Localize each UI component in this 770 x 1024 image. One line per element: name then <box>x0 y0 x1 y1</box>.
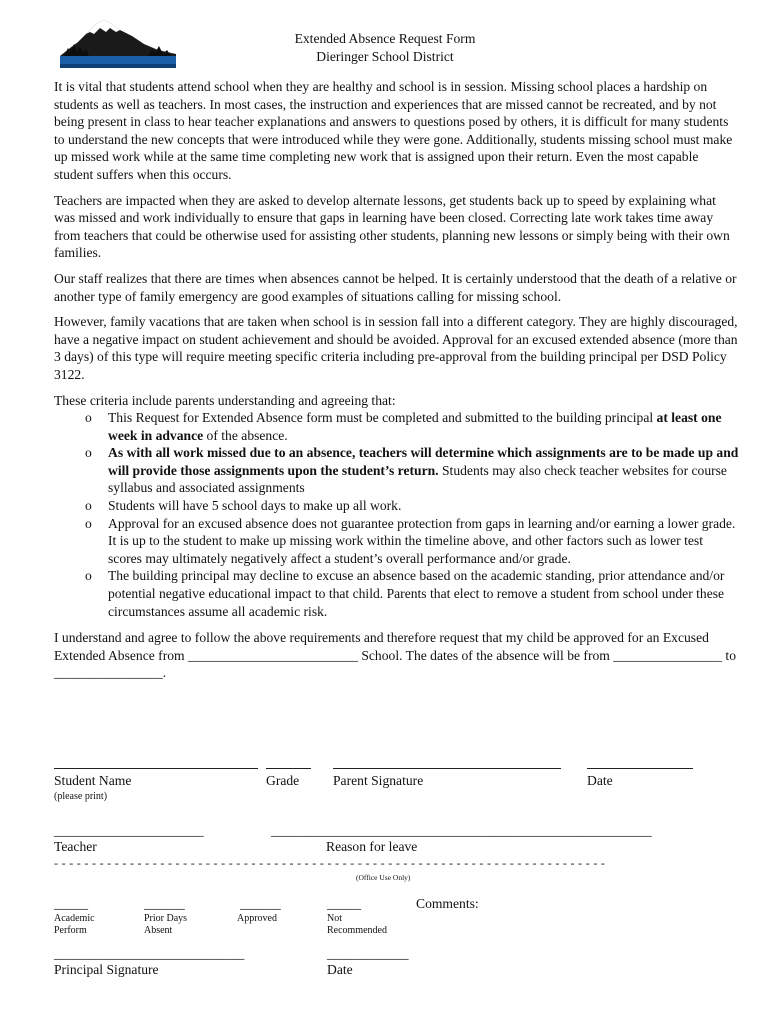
paragraph-emergencies: Our staff realizes that there are times when absences cannot be helped. It is certainly understood that the death of a relative or another type of family emergency are good examples of situations calling for missing school. <box>54 270 737 304</box>
student-name-field[interactable] <box>54 768 258 769</box>
not-recommended-field[interactable]: _____ <box>327 896 361 911</box>
perform-label: Perform <box>54 925 87 936</box>
absent-label: Absent <box>144 925 173 936</box>
date-field[interactable] <box>587 768 693 769</box>
not-label: Not <box>327 913 342 924</box>
office-use-only-label: (Office Use Only) <box>356 873 411 882</box>
approved-label: Approved <box>237 913 277 924</box>
school-name-field[interactable]: _________________________ <box>188 647 358 663</box>
paragraph-attendance: It is vital that students attend school when they are healthy and school is in session. Missing school places a hardship on students as well as teachers. In most cases, the instruction and experiences that are missed cannot be recreated, and by not being present in class to hear teacher explanations and answers to questions posed by others, it is difficult for many students to understand the new concepts that were introduced while they were gone. Additionally, students missing school must make up missed work while at the same time completing new work that is assigned upon their return. Even the most capable student suffers when this occurs. <box>54 79 733 182</box>
criteria-lead: These criteria include parents understanding and agreeing that: <box>54 392 396 408</box>
parent-signature-field[interactable] <box>333 768 561 769</box>
principal-signature-field[interactable]: ____________________________ <box>54 946 245 961</box>
grade-label: Grade <box>266 773 300 788</box>
approved-field[interactable]: ______ <box>240 896 281 911</box>
comments-label: Comments: <box>416 896 479 911</box>
academic-perform-field[interactable]: _____ <box>54 896 88 911</box>
student-name-label: Student Name <box>54 773 132 788</box>
principal-date-field[interactable]: ____________ <box>327 946 409 961</box>
teacher-field[interactable]: ______________________ <box>54 823 204 838</box>
district-name: Dieringer School District <box>316 49 454 64</box>
form-title: Extended Absence Request Form <box>294 31 476 46</box>
bullet-icon: o <box>85 498 92 514</box>
form-header <box>200 30 570 66</box>
paragraph-teachers: Teachers are impacted when they are asked to develop alternate lessons, get students back up to speed by explaining what was missed and work individually to ensure that gaps in learning have been closed. Correcting late work takes time away from teachers that could be otherwise used for assisting other students, planning new lessons or simply being with their own families. <box>54 192 730 261</box>
list-item: o The building principal may decline to excuse an absence based on the academic standing, prior attendance and/or potential negative educational impact to that child. Parents that elect to remove a student from school under these circumstances assume all academic risk. <box>85 568 725 619</box>
bullet-icon: o <box>85 445 92 461</box>
absence-end-date-field[interactable]: ________________ <box>54 665 163 681</box>
criteria-list <box>54 409 740 620</box>
office-divider: - - - - - - - - - - - - - - - - - - - - - - - - - - - - - - - - - - - - - - - - - - - - - - - - - - - - - - - - - - - - - - - - - - - - - - - - - <box>54 856 606 870</box>
grade-field[interactable] <box>266 768 311 769</box>
teacher-label: Teacher <box>54 839 97 854</box>
reason-label: Reason for leave <box>326 839 418 854</box>
bullet-icon: o <box>85 410 92 426</box>
list-item: o Students will have 5 school days to make up all work. <box>85 498 402 514</box>
academic-label: Academic <box>54 913 95 924</box>
bullet-icon: o <box>85 568 92 584</box>
prior-days-absent-field[interactable]: ______ <box>144 896 185 911</box>
mountain-logo-icon <box>60 18 176 68</box>
recommended-label: Recommended <box>327 925 387 936</box>
list-item: o As with all work missed due to an absence, teachers will determine which assignments are to be made up and will provide those assignments upon the student’s return. Students may also check teacher websites for course syllabus and associated assignments <box>85 445 739 496</box>
paragraph-vacations: However, family vacations that are taken when school is in session fall into a different category. They are highly discouraged, have a negative impact on student achievement and should be avoided. Approval for an excused extended absence (more than 3 days) of this type will require meeting specific criteria including pre-approval from the building principal per DSD Policy 3122. <box>54 314 738 382</box>
please-print-note: (please print) <box>54 791 108 802</box>
list-item: o This Request for Extended Absence form must be completed and submitted to the building principal at least one week in advance of the absence. <box>85 410 722 443</box>
prior-days-label: Prior Days <box>144 913 188 924</box>
principal-signature-label: Principal Signature <box>54 962 159 977</box>
bullet-icon: o <box>85 515 92 531</box>
absence-start-date-field[interactable]: ________________ <box>613 647 723 663</box>
agreement-statement: I understand and agree to follow the above requirements and therefore request that my child be approved for an Excused Extended Absence from _________________________ School. The dates of the absence will be from ________________ to ________________. <box>54 630 736 681</box>
reason-field[interactable]: ________________________________________________________ <box>271 823 652 838</box>
parent-signature-label: Parent Signature <box>333 773 424 788</box>
date-label: Date <box>587 773 613 788</box>
principal-date-label: Date <box>327 962 353 977</box>
district-logo <box>60 18 176 68</box>
form-body <box>54 78 740 690</box>
list-item: o Approval for an excused absence does not guarantee protection from gaps in learning and/or earning a lower grade. It is up to the student to make up missing work within the timeline above, and other factors such as lower test scores may ultimately negatively affect a student’s overall performance and/or grade. <box>85 515 736 566</box>
